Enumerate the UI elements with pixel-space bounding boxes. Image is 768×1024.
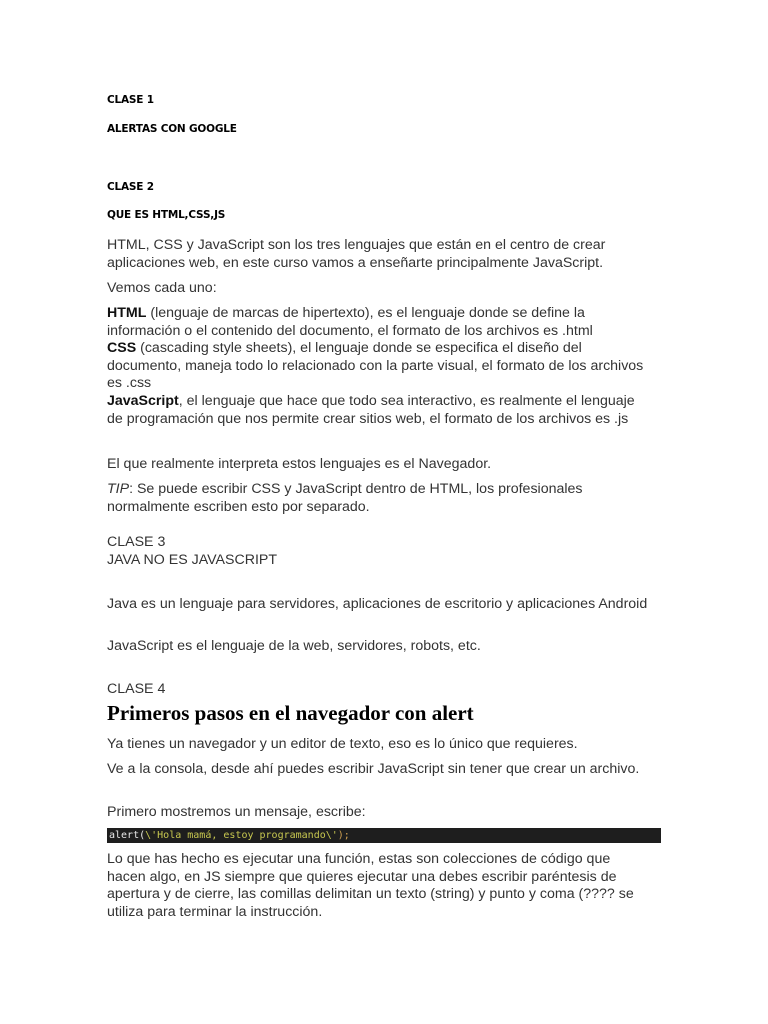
clase3-javascript: JavaScript es el lenguaje de la web, servidores, robots, etc.: [107, 638, 481, 654]
clase3-label: CLASE 3: [107, 534, 166, 550]
definitions-paragraph: [107, 305, 652, 428]
tip-text: : Se puede escribir CSS y JavaScript dentro de HTML, los profesionales normalmente escriben esto por separado.: [107, 481, 583, 515]
code-block: [107, 828, 661, 843]
clase4-label: CLASE 4: [107, 681, 166, 697]
clase4-title: Primeros pasos en el navegador con alert: [107, 701, 474, 725]
code-function: alert(: [109, 830, 146, 841]
clase2-label: CLASE 2: [107, 181, 154, 193]
clase1-label: CLASE 1: [107, 94, 154, 106]
clase1-title: ALERTAS CON GOOGLE: [107, 123, 237, 135]
html-term: HTML: [107, 305, 147, 321]
html-desc: (lenguaje de marcas de hipertexto), es el lenguaje donde se define la información o el contenido del documento, el formato de los archivos es .html: [107, 305, 593, 339]
clase4-p1: Ya tienes un navegador y un editor de texto, eso es lo único que requieres.: [107, 736, 578, 752]
clase2-title: QUE ES HTML,CSS,JS: [107, 209, 226, 221]
tip-paragraph: [107, 481, 652, 516]
code-string: \'Hola mamá, estoy programando\': [145, 830, 338, 841]
code-end: );: [337, 830, 350, 841]
clase4-p2: Ve a la consola, desde ahí puedes escribir JavaScript sin tener que crear un archivo.: [107, 761, 640, 777]
clase4-p4: Lo que has hecho es ejecutar una función, estas son colecciones de código que hacen algo, en JS siempre que quieres ejecutar una debes escribir paréntesis de apertura y de cierre, las comillas delimitan un texto (string) y punto y coma (???? se utiliza para terminar la instrucción.: [107, 851, 634, 920]
clase3-title: JAVA NO ES JAVASCRIPT: [107, 552, 278, 568]
clase4-p3: Primero mostremos un mensaje, escribe:: [107, 804, 366, 820]
clase2-intro: HTML, CSS y JavaScript son los tres lenguajes que están en el centro de crear aplicaciones web, en este curso vamos a enseñarte principalmente JavaScript.: [107, 237, 606, 271]
js-term: JavaScript: [107, 392, 179, 409]
css-term: CSS: [107, 340, 137, 357]
js-desc: , el lenguaje que hace que todo sea interactivo, es realmente el lenguaje de programación que nos permite crear sitios web, el formato de los archivos es .js: [107, 392, 635, 427]
clase2-vemos: Vemos cada uno:: [107, 280, 217, 296]
navegador-paragraph: El que realmente interpreta estos lenguajes es el Navegador.: [107, 456, 492, 472]
css-desc: (cascading style sheets), el lenguaje donde se especifica el diseño del documento, maneja todo lo relacionado con la parte visual, el formato de los archivos es .css: [107, 340, 644, 392]
clase3-java: Java es un lenguaje para servidores, aplicaciones de escritorio y aplicaciones Android: [107, 596, 648, 612]
tip-label: TIP: [107, 481, 130, 497]
